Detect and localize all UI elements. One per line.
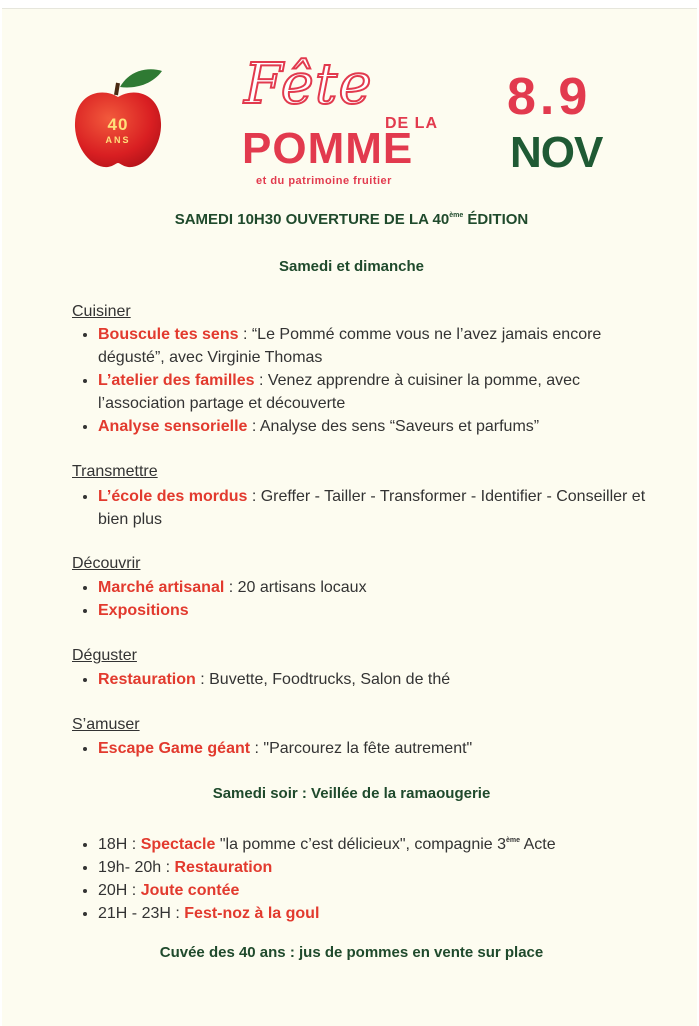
title-pomme: POMME [242,124,414,173]
list-transmettre [78,485,658,531]
list-item [98,599,658,622]
title-subtitle: et du patrimoine fruitier [256,175,392,187]
list-cuisiner [78,323,658,438]
item-text: : Buvette, Foodtrucks, Salon de thé [195,671,451,688]
item-text: : Greffer - Tailler - Transformer - Identifier - Conseiller et bien plus [98,488,646,528]
section-title-samuser: S’amuser [72,716,140,733]
opening-line [2,211,699,228]
item-prefix: 20H : [98,882,141,899]
item-text: "la pomme c’est délicieux", compagnie 3 [215,836,507,853]
item-highlight: L’atelier des familles [98,372,255,389]
title-dela: DE LA [385,115,438,132]
evening-heading: Samedi soir : Veillée de la ramaougerie [212,785,491,802]
list-deguster [78,668,658,691]
item-text: : 20 artisans locaux [224,579,367,596]
list-decouvrir [78,576,658,622]
item-highlight: Restauration [98,671,196,688]
apple-badge-unit: ANS [105,135,131,145]
section-title-cuisiner: Cuisiner [72,303,131,320]
list-item [98,576,658,599]
apple-badge-number: 40 [107,115,129,134]
item-highlight: Bouscule tes sens [98,326,239,343]
footer-text: Cuvée des 40 ans : jus de pommes en vente sur place [159,944,544,961]
item-prefix: 18H : [98,836,141,853]
item-prefix: 21H - 23H : [98,905,185,922]
list-item [98,737,658,760]
item-highlight: Spectacle [140,836,216,853]
item-text: : Venez apprendre à cuisiner la pomme, avec l’association partage et découverte [98,372,581,412]
item-highlight: Fest-noz à la goul [184,905,320,922]
list-item [98,829,658,856]
list-item [98,856,658,879]
item-highlight: Analyse sensorielle [98,418,248,435]
item-prefix: 19h- 20h : [98,859,175,876]
apple-logo [72,65,164,173]
item-highlight: Joute contée [140,882,240,899]
opening-suffix: ÉDITION [463,211,529,228]
list-item [98,485,658,531]
item-highlight: Restauration [174,859,273,876]
section-title-transmettre: Transmettre [72,463,158,480]
item-suffix: Acte [520,836,556,853]
list-item [98,323,658,369]
item-highlight: Expositions [98,602,189,619]
list-item [98,902,658,925]
section-title-decouvrir: Découvrir [72,555,141,572]
opening-text: SAMEDI 10H30 OUVERTURE DE LA 40 [174,211,450,228]
list-evening [78,829,658,925]
list-item [98,879,658,902]
item-highlight: L’école des mordus [98,488,248,505]
weekend-heading: Samedi et dimanche [278,258,425,275]
item-highlight: Escape Game géant [98,740,251,757]
item-sup: ème [506,837,521,844]
date-month: NOV [510,128,603,177]
list-samuser [78,737,658,760]
title-fete: Fête [244,52,373,117]
flyer-page [2,8,697,1026]
item-text: : "Parcourez la fête autrement" [250,740,473,757]
item-text: : “Le Pommé comme vous ne l’avez jamais encore dégusté”, avec Virginie Thomas [98,326,602,366]
list-item [98,668,658,691]
item-highlight: Marché artisanal [98,579,225,596]
section-title-deguster: Déguster [72,647,137,664]
date-days: 8.9 [507,68,592,126]
list-item [98,369,658,415]
item-text: : Analyse des sens “Saveurs et parfums” [247,418,540,435]
opening-sup: ème [449,212,464,219]
list-item [98,415,658,438]
